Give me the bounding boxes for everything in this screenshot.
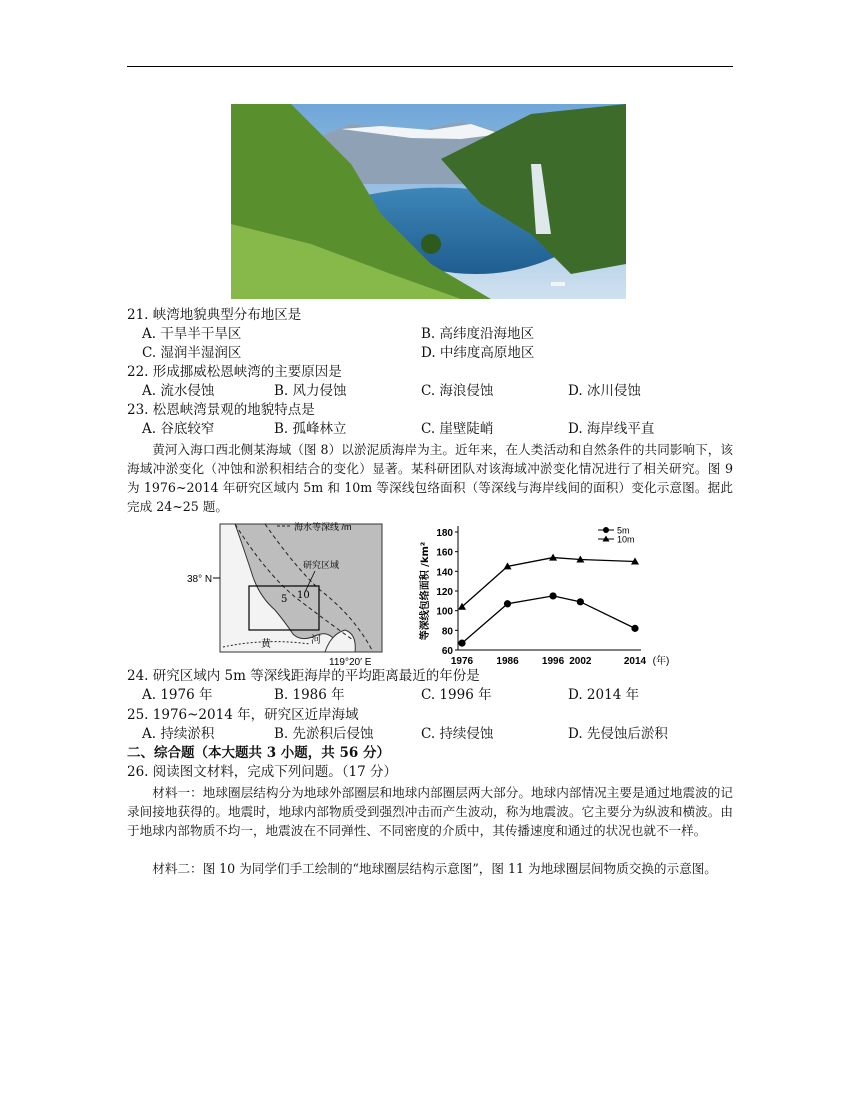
map-contour-5: 5 <box>281 594 288 605</box>
q22-option-c: C. 海浪侵蚀 <box>421 383 494 399</box>
q26-material1: 材料一：地球圈层结构分为地球外部圈层和地球内部圈层两大部分。地球内部情况主要是通过地震波的记录间接地获得的。地震时，地球内部物质受到强烈冲击而产生波动，称为地震波。它主要分为纵波和横波。由于地球内部物质不均一，地震波在不同弹性、不同密度的介质中，其传播速度和通过的状况也就不一样。 <box>127 785 733 838</box>
data-point-10m <box>549 554 557 561</box>
q23-option-d: D. 海岸线平直 <box>568 421 655 437</box>
fjord-photo <box>231 104 626 299</box>
q21-stem: 21. 峡湾地貌典型分布地区是 <box>127 307 302 323</box>
y-tick-label: 100 <box>436 606 453 618</box>
map-contour-10: 10 <box>297 590 310 601</box>
legend-marker-5m <box>603 527 609 533</box>
q25-option-b: B. 先淤积后侵蚀 <box>274 726 374 742</box>
map-lat-label: 38° N <box>187 574 213 585</box>
x-unit-label: (年) <box>652 656 670 667</box>
data-point-5m <box>577 598 584 605</box>
q24-option-c: C. 1996 年 <box>421 687 492 703</box>
data-point-5m <box>631 625 638 632</box>
q25-stem: 25. 1976~2014 年，研究区近岸海域 <box>127 707 359 723</box>
q23-stem: 23. 松恩峡湾景观的地貌特点是 <box>127 402 315 418</box>
series-line-10m <box>462 558 635 607</box>
map-river-char-2: 河 <box>311 635 321 646</box>
x-tick-label: 1986 <box>496 656 519 667</box>
y-tick-label: 80 <box>441 626 453 638</box>
q24-option-d: D. 2014 年 <box>568 687 640 703</box>
q22-option-b: B. 风力侵蚀 <box>274 383 347 399</box>
header-rule <box>127 66 733 67</box>
q23-option-c: C. 崖壁陡峭 <box>421 421 494 437</box>
q25-option-c: C. 持续侵蚀 <box>421 726 494 742</box>
isobath-area-chart <box>410 522 690 667</box>
q26-material2: 材料二：图 10 为同学们手工绘制的“地球圈层结构示意图”，图 11 为地球圈层间物质交换的示意图。 <box>152 861 717 876</box>
map-region-label: 研究区域 <box>303 560 340 570</box>
y-tick-label: 60 <box>441 646 453 657</box>
q23-option-a: A. 谷底较窄 <box>142 421 215 437</box>
q21-option-a: A. 干旱半干旱区 <box>142 326 242 342</box>
q25-option-a: A. 持续淤积 <box>142 726 215 742</box>
q23-option-b: B. 孤峰林立 <box>274 421 347 437</box>
x-tick-label: 2002 <box>569 656 592 667</box>
study-area-map <box>187 522 400 668</box>
q21-option-b: B. 高纬度沿海地区 <box>421 326 535 342</box>
q22-option-d: D. 冰川侵蚀 <box>568 383 641 399</box>
q24-stem: 24. 研究区域内 5m 等深线距海岸的平均距离最近的年份是 <box>127 668 480 684</box>
data-point-5m <box>458 640 465 647</box>
q22-stem: 22. 形成挪威松恩峡湾的主要原因是 <box>127 364 342 380</box>
data-point-5m <box>549 592 556 599</box>
y-tick-label: 140 <box>436 567 453 579</box>
y-axis-label: 等深线包络面积 /km² <box>420 541 431 641</box>
q24-option-a: A. 1976 年 <box>142 687 213 703</box>
map-river-char-1: 黄 <box>261 639 271 650</box>
y-tick-label: 180 <box>436 528 453 539</box>
legend-label-5m: 5m <box>617 525 630 536</box>
legend-label-10m: 10m <box>617 534 635 545</box>
q24-option-b: B. 1986 年 <box>274 687 345 703</box>
y-tick-label: 120 <box>436 587 453 598</box>
map-lon-label: 119°20′ E <box>329 657 372 668</box>
q21-option-d: D. 中纬度高原地区 <box>421 345 535 361</box>
map-legend: 海水等深线 /m <box>294 522 352 532</box>
q25-option-d: D. 先侵蚀后淤积 <box>568 726 668 742</box>
q21-option-c: C. 湿润半湿润区 <box>142 345 242 361</box>
yellow-river-passage: 黄河入海口西北侧某海域（图 8）以淤泥质海岸为主。近年来，在人类活动和自然条件的共同影响下，该海域冲淤变化（冲蚀和淤积相结合的变化）显著。某科研团队对该海域冲淤变化情况进行了相关研究。图 9 为 1976~2014 年研究区域内 5m 和 10m 等深线包络面积（等深线与海岸线间的面积）变化示意图。据此完成 24~25 题。 <box>127 442 733 514</box>
x-tick-label: 2014 <box>623 656 647 667</box>
q22-option-a: A. 流水侵蚀 <box>142 383 215 399</box>
x-tick-label: 1976 <box>450 656 474 667</box>
series-line-5m <box>462 596 635 643</box>
data-point-5m <box>504 600 511 607</box>
y-tick-label: 160 <box>436 547 453 559</box>
section2-heading: 二、综合题（本大题共 3 小题，共 56 分） <box>127 745 390 761</box>
x-tick-label: 1996 <box>541 656 565 667</box>
q26-stem: 26. 阅读图文材料，完成下列问题。（17 分） <box>127 764 397 780</box>
